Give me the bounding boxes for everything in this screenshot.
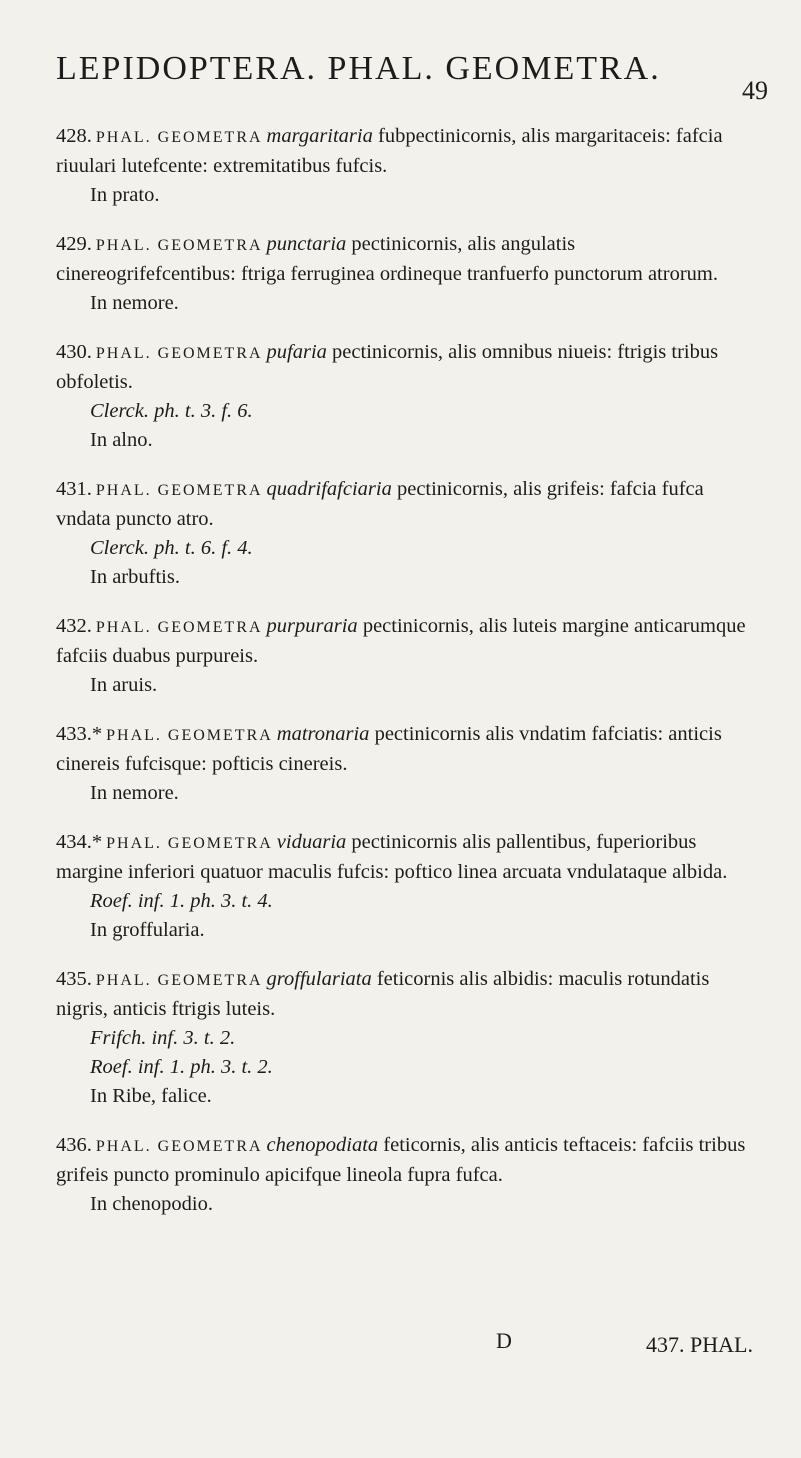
page-number: 49 (742, 76, 768, 105)
entry-description (56, 338, 756, 397)
catchword: 437. PHAL. (646, 1332, 753, 1357)
habitat-line: In groffularia. (90, 919, 205, 941)
genus-name: PHAL. GEOMETRA (95, 972, 263, 989)
entry-number: 434.* (56, 831, 103, 853)
genus-name: PHAL. GEOMETRA (95, 1138, 263, 1155)
species-name: matronaria (276, 723, 370, 745)
genus-name: PHAL. GEOMETRA (106, 835, 273, 852)
species-name: pufaria (266, 341, 327, 363)
species-entry (56, 122, 756, 210)
habitat-line: In alno. (90, 429, 153, 451)
diagnosis-text: fubpectinicornis, alis margaritaceis: fafcia riuulari lutefcente: extremitatibus fufcis. (56, 125, 723, 177)
entry-number: 428. (56, 125, 92, 147)
entry-number: 436. (56, 1134, 92, 1156)
literature-reference: Clerck. ph. t. 3. f. 6. (90, 400, 253, 422)
signature-mark: D (496, 1328, 512, 1353)
species-name: viduaria (276, 831, 347, 853)
page-footer (56, 1328, 756, 1368)
diagnosis-text: pectinicornis, alis omnibus niueis: ftrigis tribus obfoletis. (56, 341, 719, 393)
habitat-line: In nemore. (90, 292, 179, 314)
species-name: chenopodiata (266, 1134, 379, 1156)
species-name: purpuraria (266, 615, 358, 637)
genus-name: PHAL. GEOMETRA (95, 482, 263, 499)
species-entry (56, 965, 756, 1111)
species-entry (56, 828, 756, 945)
species-entry (56, 612, 756, 700)
genus-name: PHAL. GEOMETRA (95, 129, 263, 146)
diagnosis-text: pectinicornis alis pallentibus, fuperioribus margine inferiori quatuor maculis fufcis: poftico linea arcuata vndulataque albida. (56, 831, 728, 883)
genus-name: PHAL. GEOMETRA (95, 237, 263, 254)
habitat-line: In arbuftis. (90, 566, 180, 588)
diagnosis-text: pectinicornis alis vndatim fafciatis: anticis cinereis fufcisque: pofticis cinereis. (56, 723, 722, 775)
entry-number: 433.* (56, 723, 103, 745)
diagnosis-text: pectinicornis, alis angulatis cinereogrifefcentibus: ftriga ferruginea ordineque tranfuerfo punctorum atrorum. (56, 233, 718, 285)
entry-number: 431. (56, 478, 92, 500)
entry-description (56, 1131, 756, 1190)
entry-description (56, 965, 756, 1024)
entry-description (56, 828, 756, 887)
entry-number: 430. (56, 341, 92, 363)
species-entry (56, 230, 756, 318)
entry-description (56, 612, 756, 671)
entry-description (56, 122, 756, 181)
genus-name: PHAL. GEOMETRA (106, 727, 273, 744)
diagnosis-text: pectinicornis, alis grifeis: fafcia fufca vndata puncto atro. (56, 478, 704, 530)
diagnosis-text: feticornis alis albidis: maculis rotundatis nigris, anticis ftrigis luteis. (56, 968, 710, 1020)
genus-name: PHAL. GEOMETRA (95, 345, 263, 362)
entry-number: 435. (56, 968, 92, 990)
species-name: groffulariata (266, 968, 372, 990)
literature-reference: Clerck. ph. t. 6. f. 4. (90, 537, 253, 559)
diagnosis-text: feticornis, alis anticis teftaceis: fafciis tribus grifeis puncto prominulo apicifque lineola fupra fufca. (56, 1134, 746, 1186)
header-title: LEPIDOPTERA. PHAL. GEOMETRA. (56, 50, 661, 87)
species-name: margaritaria (266, 125, 373, 147)
species-entry (56, 1131, 756, 1219)
entry-description (56, 475, 756, 534)
running-header (56, 50, 768, 110)
habitat-line: In aruis. (90, 674, 158, 696)
habitat-line: In prato. (90, 184, 160, 206)
species-entry (56, 720, 756, 808)
species-name: quadrifafciaria (266, 478, 392, 500)
literature-reference: Frifch. inf. 3. t. 2. (90, 1027, 236, 1049)
species-entries (56, 122, 756, 1239)
species-entry (56, 338, 756, 455)
genus-name: PHAL. GEOMETRA (95, 619, 263, 636)
literature-reference: Roef. inf. 1. ph. 3. t. 4. (90, 890, 273, 912)
entry-description (56, 720, 756, 779)
species-name: punctaria (266, 233, 347, 255)
species-entry (56, 475, 756, 592)
habitat-line: In Ribe, falice. (90, 1085, 212, 1107)
literature-reference: Roef. inf. 1. ph. 3. t. 2. (90, 1056, 273, 1078)
entry-number: 429. (56, 233, 92, 255)
entry-description (56, 230, 756, 289)
diagnosis-text: pectinicornis, alis luteis margine anticarumque fafciis duabus purpureis. (56, 615, 746, 667)
habitat-line: In chenopodio. (90, 1193, 213, 1215)
habitat-line: In nemore. (90, 782, 179, 804)
entry-number: 432. (56, 615, 92, 637)
